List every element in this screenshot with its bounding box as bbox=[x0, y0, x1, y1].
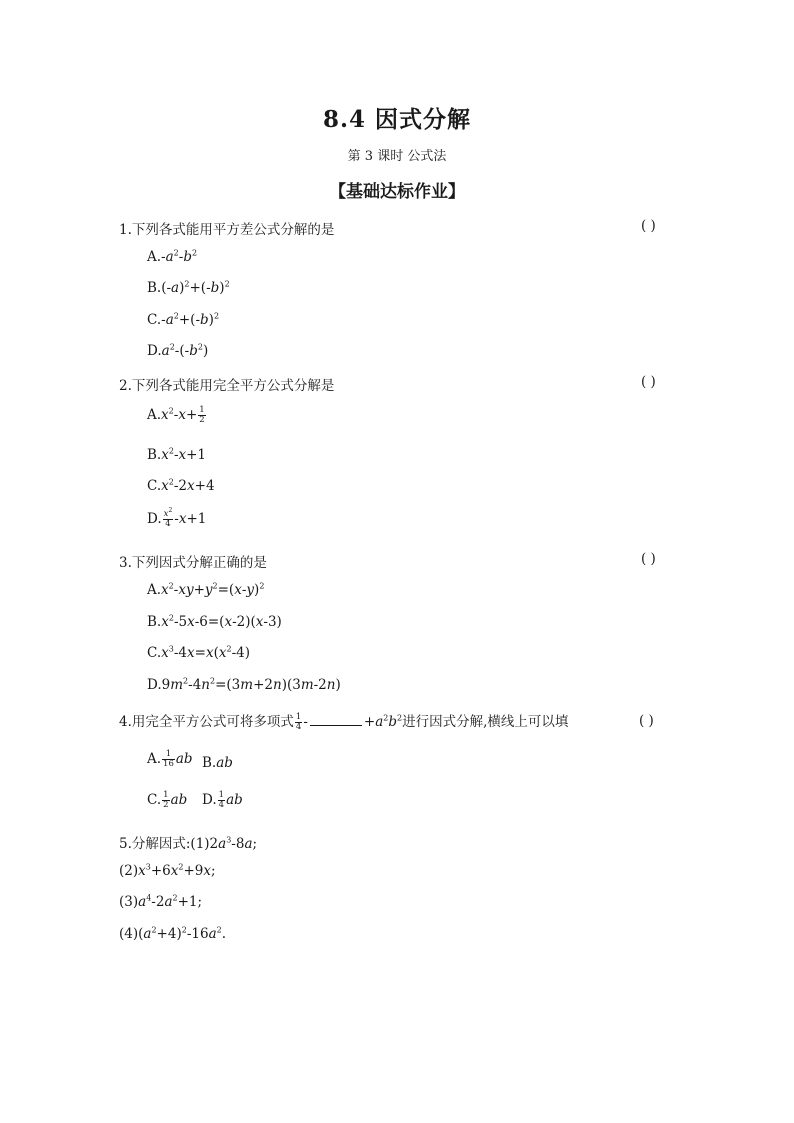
fraction: $\frac{x^2}{4}$ bbox=[163, 507, 173, 529]
fraction: $\frac{1}{4}$ bbox=[218, 790, 225, 810]
fraction: $\frac{1}{2}$ bbox=[163, 790, 169, 810]
page-title: 8.4 因式分解 bbox=[322, 106, 472, 133]
question-3-option-c: $C.x^3-4x=x(x^2-4)$ bbox=[147, 644, 250, 661]
question-1-stem: 1.下列各式能用平方差公式分解的是 bbox=[119, 222, 335, 238]
question-3-option-b: $B.x^2-5x-6=(x-2)(x-3)$ bbox=[147, 613, 282, 630]
question-5-line-3: $(3)a^4-2a^2+1$; bbox=[119, 893, 203, 910]
question-5-line-1: 5.分解因式$:(1)2a^3-8a$; bbox=[119, 835, 258, 852]
fraction: $\frac{1}{16}$ bbox=[163, 749, 174, 769]
question-3-answer-paren: ( ) bbox=[641, 551, 656, 567]
question-3-stem: 3.下列因式分解正确的是 bbox=[119, 555, 267, 571]
question-1-option-c: $C.-a^2+(-b)^2$ bbox=[147, 311, 220, 328]
question-2-stem: 2.下列各式能用完全平方公式分解是 bbox=[119, 378, 335, 394]
question-4-option-d: D. $\frac{1}{4}$ ab bbox=[202, 790, 243, 810]
question-2-option-d: D. $\frac{x^2}{4}$ -x+1 bbox=[147, 507, 207, 529]
fraction: $\frac{1}{2}$ bbox=[199, 405, 205, 425]
question-3-option-a: $A.x^2-xy+y^2=(x-y)^2$ bbox=[147, 581, 265, 598]
lesson-subtitle: 第 3 课时 公式法 bbox=[347, 149, 447, 164]
question-1-answer-paren: ( ) bbox=[641, 218, 656, 234]
question-4-stem: 4.用完全平方公式可将多项式 $\frac{1}{4}$ - $+a^2b^2$进行因式分解,横线上可以填 bbox=[119, 712, 569, 732]
fill-in-blank[interactable] bbox=[310, 715, 362, 726]
question-2-option-b: $B.x^2-x+1$ bbox=[147, 446, 207, 463]
question-2-option-c: $C.x^2-2x+4$ bbox=[147, 477, 215, 494]
question-4-option-c: C. $\frac{1}{2}$ ab bbox=[147, 790, 188, 810]
question-1-option-b: $B.(-a)^2+(-b)^2$ bbox=[147, 279, 230, 296]
question-2-answer-paren: ( ) bbox=[641, 374, 656, 390]
fraction: $\frac{1}{4}$ bbox=[295, 712, 302, 732]
question-4-option-b: B.ab bbox=[202, 755, 233, 771]
question-3-option-d: $D.9m^2-4n^2=(3m+2n)(3m-2n)$ bbox=[147, 676, 341, 693]
section-heading: 【基础达标作业】 bbox=[329, 182, 465, 202]
question-5-line-4: $(4)(a^2+4)^2-16a^2$. bbox=[119, 925, 227, 942]
question-4-option-a: A. $\frac{1}{16}$ ab bbox=[147, 749, 193, 769]
question-2-option-a: $A.x^2-x+$ $\frac{1}{2}$ bbox=[147, 405, 205, 425]
question-1-option-d: $D.a^2-(-b^2)$ bbox=[147, 342, 209, 359]
question-5-line-2: $(2)x^3+6x^2+9x$; bbox=[119, 862, 216, 879]
question-1-option-a: $A.-a^2-b^2$ bbox=[147, 248, 198, 265]
question-4-answer-paren: ( ) bbox=[639, 713, 654, 729]
